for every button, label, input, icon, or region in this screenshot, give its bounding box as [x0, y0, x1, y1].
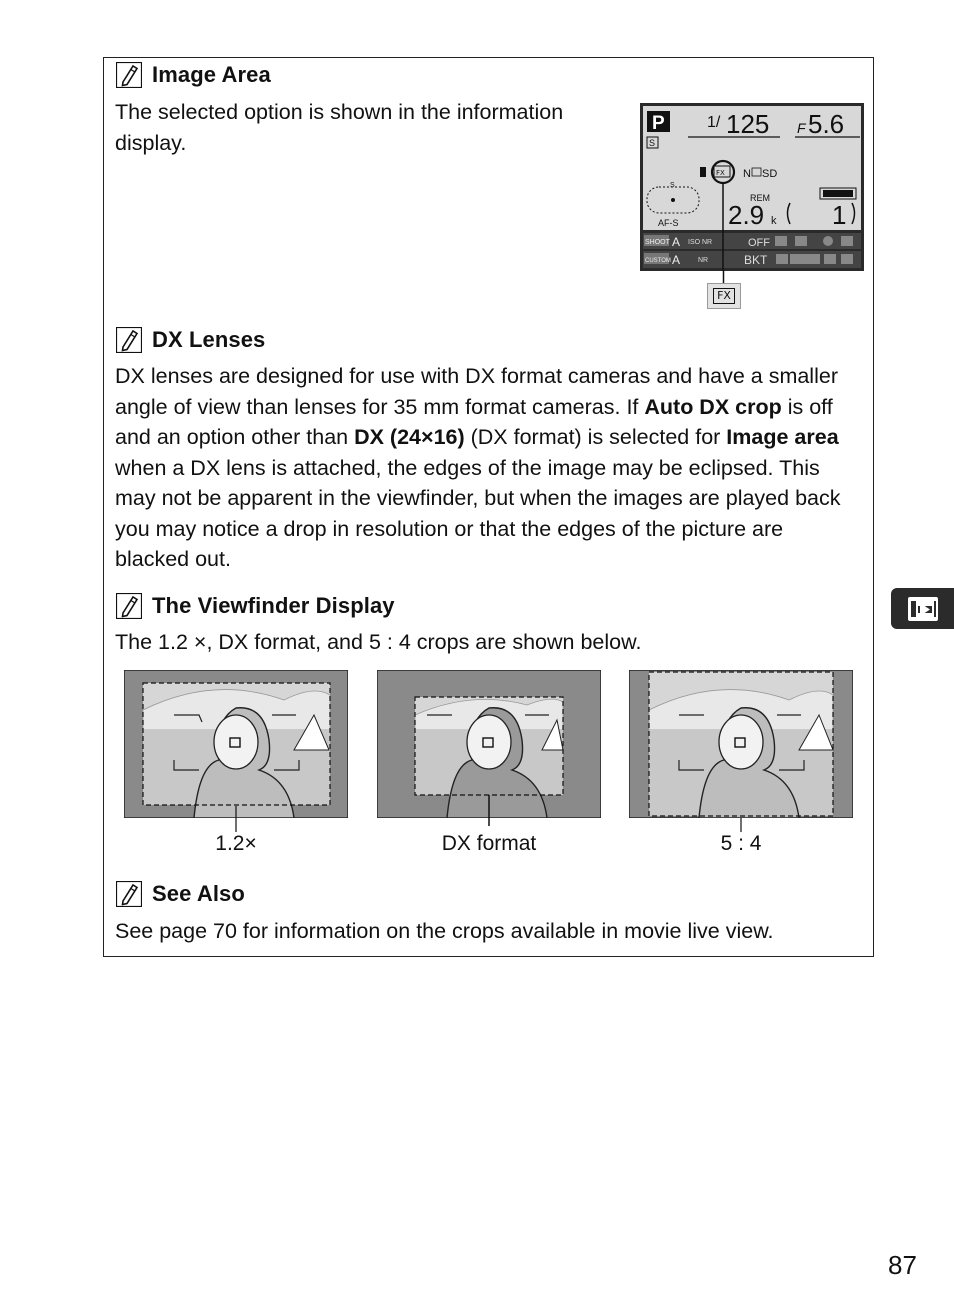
lcd-fx: FX [716, 169, 725, 177]
custom-bank: CUSTOM [645, 258, 671, 264]
frames-value: 1 [832, 200, 847, 230]
see-also-text: See page 70 for information on the crops available in movie live view. [115, 919, 774, 943]
dx-format-term: DX (24×16) [354, 425, 465, 449]
off-label: OFF [748, 237, 770, 249]
f-prefix: F [797, 120, 806, 136]
vf-label-5-4: 5 : 4 [720, 832, 762, 855]
quality: N [743, 168, 751, 180]
image-size: SD [762, 168, 778, 180]
vf-label-dx: DX format [441, 832, 537, 855]
dx-lenses-text: DX lenses are designed for use with DX format cameras and have a smaller angle of view than lenses for 35 mm format cameras. If Auto DX crop is off and an option other than DX (24×16) (DX format) is selected for Image area when a DX lens is attached, the edges of the image may be eclipsed. This may not be apparent in the viewfinder, but when the images are played back you may notice a drop in resolution or that the edges of the picture are blacked out. [115, 364, 841, 571]
vf-label-1-2x: 1.2× [215, 832, 257, 855]
image-area-text: The selected option is shown in the information display. [115, 100, 564, 155]
fx-callout-label: FX [713, 288, 735, 304]
dx-lenses-title: DX Lenses [152, 327, 266, 352]
af-s-small: S [670, 182, 675, 189]
auto-dx-crop-term: Auto DX crop [644, 394, 782, 419]
shoot-bank: SHOOT [645, 239, 670, 246]
image-area-term: Image area [726, 425, 839, 449]
nr-label: NR [698, 257, 709, 264]
shutter-prefix: 1/ [707, 114, 721, 131]
pencil-note-icon [116, 881, 142, 907]
custom-bank-letter: A [672, 253, 681, 267]
rem-label: REM [750, 193, 770, 203]
s-icon: S [649, 138, 656, 148]
remaining-value: 2.9 [728, 200, 765, 230]
viewfinder-title: The Viewfinder Display [152, 593, 395, 618]
mode-letter: P [652, 113, 665, 134]
shutter-value: 125 [726, 109, 770, 139]
image-area-title: Image Area [152, 62, 271, 87]
k-suffix: k [771, 215, 777, 227]
page-number: 87 [888, 1250, 917, 1280]
iso-nr: ISO NR [688, 239, 713, 246]
shoot-bank-letter: A [672, 235, 681, 249]
shooting-menu-icon [906, 594, 940, 624]
viewfinder-text: The 1.2 ×, DX format, and 5 : 4 crops are shown below. [115, 630, 642, 654]
af-mode: AF-S [658, 218, 679, 228]
see-also-title: See Also [152, 881, 245, 906]
bkt-label: BKT [744, 253, 768, 267]
aperture-value: 5.6 [808, 109, 845, 139]
see-also-header [116, 881, 245, 907]
shooting-menu-tab [891, 588, 954, 629]
